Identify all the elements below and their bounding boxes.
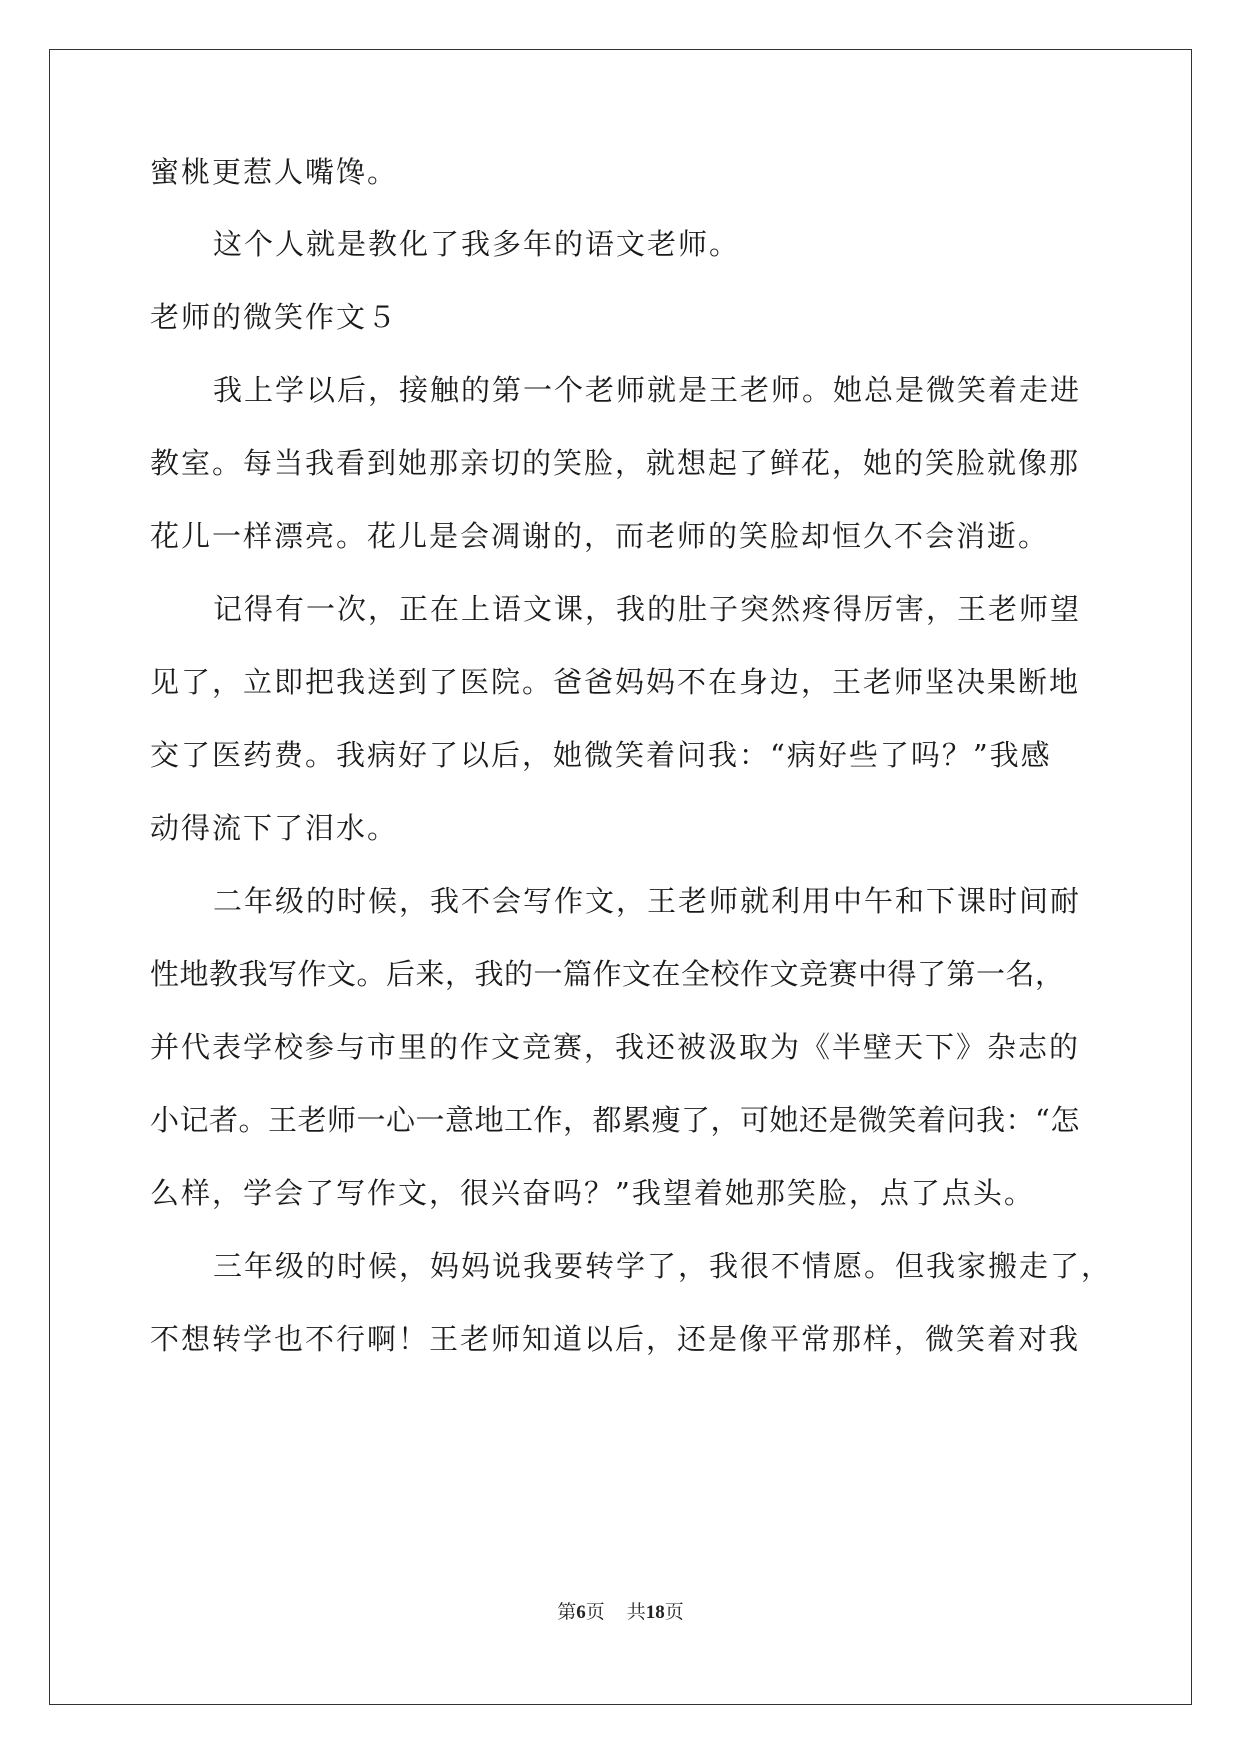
text-line: 记得有一次，正在上语文课，我的肚子突然疼得厉害，王老师望 [213,592,1082,626]
text-line: 这个人就是教化了我多年的语文老师。 [213,227,741,261]
text-line: 动得流下了泪水。 [150,811,399,845]
text-line: 花儿一样漂亮。花儿是会凋谢的，而老师的笑脸却恒久不会消逝。 [150,519,1050,553]
text-line: 性地教我写作文。后来，我的一篇作文在全校作文竞赛中得了第一名， [150,957,1065,991]
text-line: 三年级的时候，妈妈说我要转学了，我很不情愿。但我家搬走了， [213,1249,1113,1283]
section-heading: 老师的微笑作文５ [150,300,399,334]
text-line: 见了，立即把我送到了医院。爸爸妈妈不在身边，王老师坚决果断地 [150,665,1081,699]
text-line: 教室。每当我看到她那亲切的笑脸，就想起了鲜花，她的笑脸就像那 [150,446,1081,480]
page-suffix: 页 [585,1601,605,1623]
text-line: 小记者。王老师一心一意地工作，都累瘦了，可她还是微笑着问我：“怎 [150,1103,1080,1137]
total-prefix: 共 [626,1601,646,1623]
text-line: 我上学以后，接触的第一个老师就是王老师。她总是微笑着走进 [213,373,1082,407]
total-pages: 18 [645,1602,665,1623]
page-prefix: 第 [557,1601,577,1623]
text-line: 蜜桃更惹人嘴馋。 [150,155,399,189]
text-line: 交了医药费。我病好了以后，她微笑着问我：“病好些了吗？”我感 [150,738,1052,772]
text-line: 不想转学也不行啊！王老师知道以后，还是像平常那样，微笑着对我 [150,1322,1081,1356]
text-line: 并代表学校参与市里的作文竞赛，我还被汲取为《半壁天下》杂志的 [150,1030,1081,1064]
text-line: 二年级的时候，我不会写作文，王老师就利用中午和下课时间耐 [213,884,1082,918]
text-line: 么样，学会了写作文，很兴奋吗？”我望着她那笑脸，点了点头。 [150,1176,1035,1210]
page-footer [0,1600,1241,1625]
page-number: 6 [576,1602,586,1623]
total-suffix: 页 [664,1601,684,1623]
